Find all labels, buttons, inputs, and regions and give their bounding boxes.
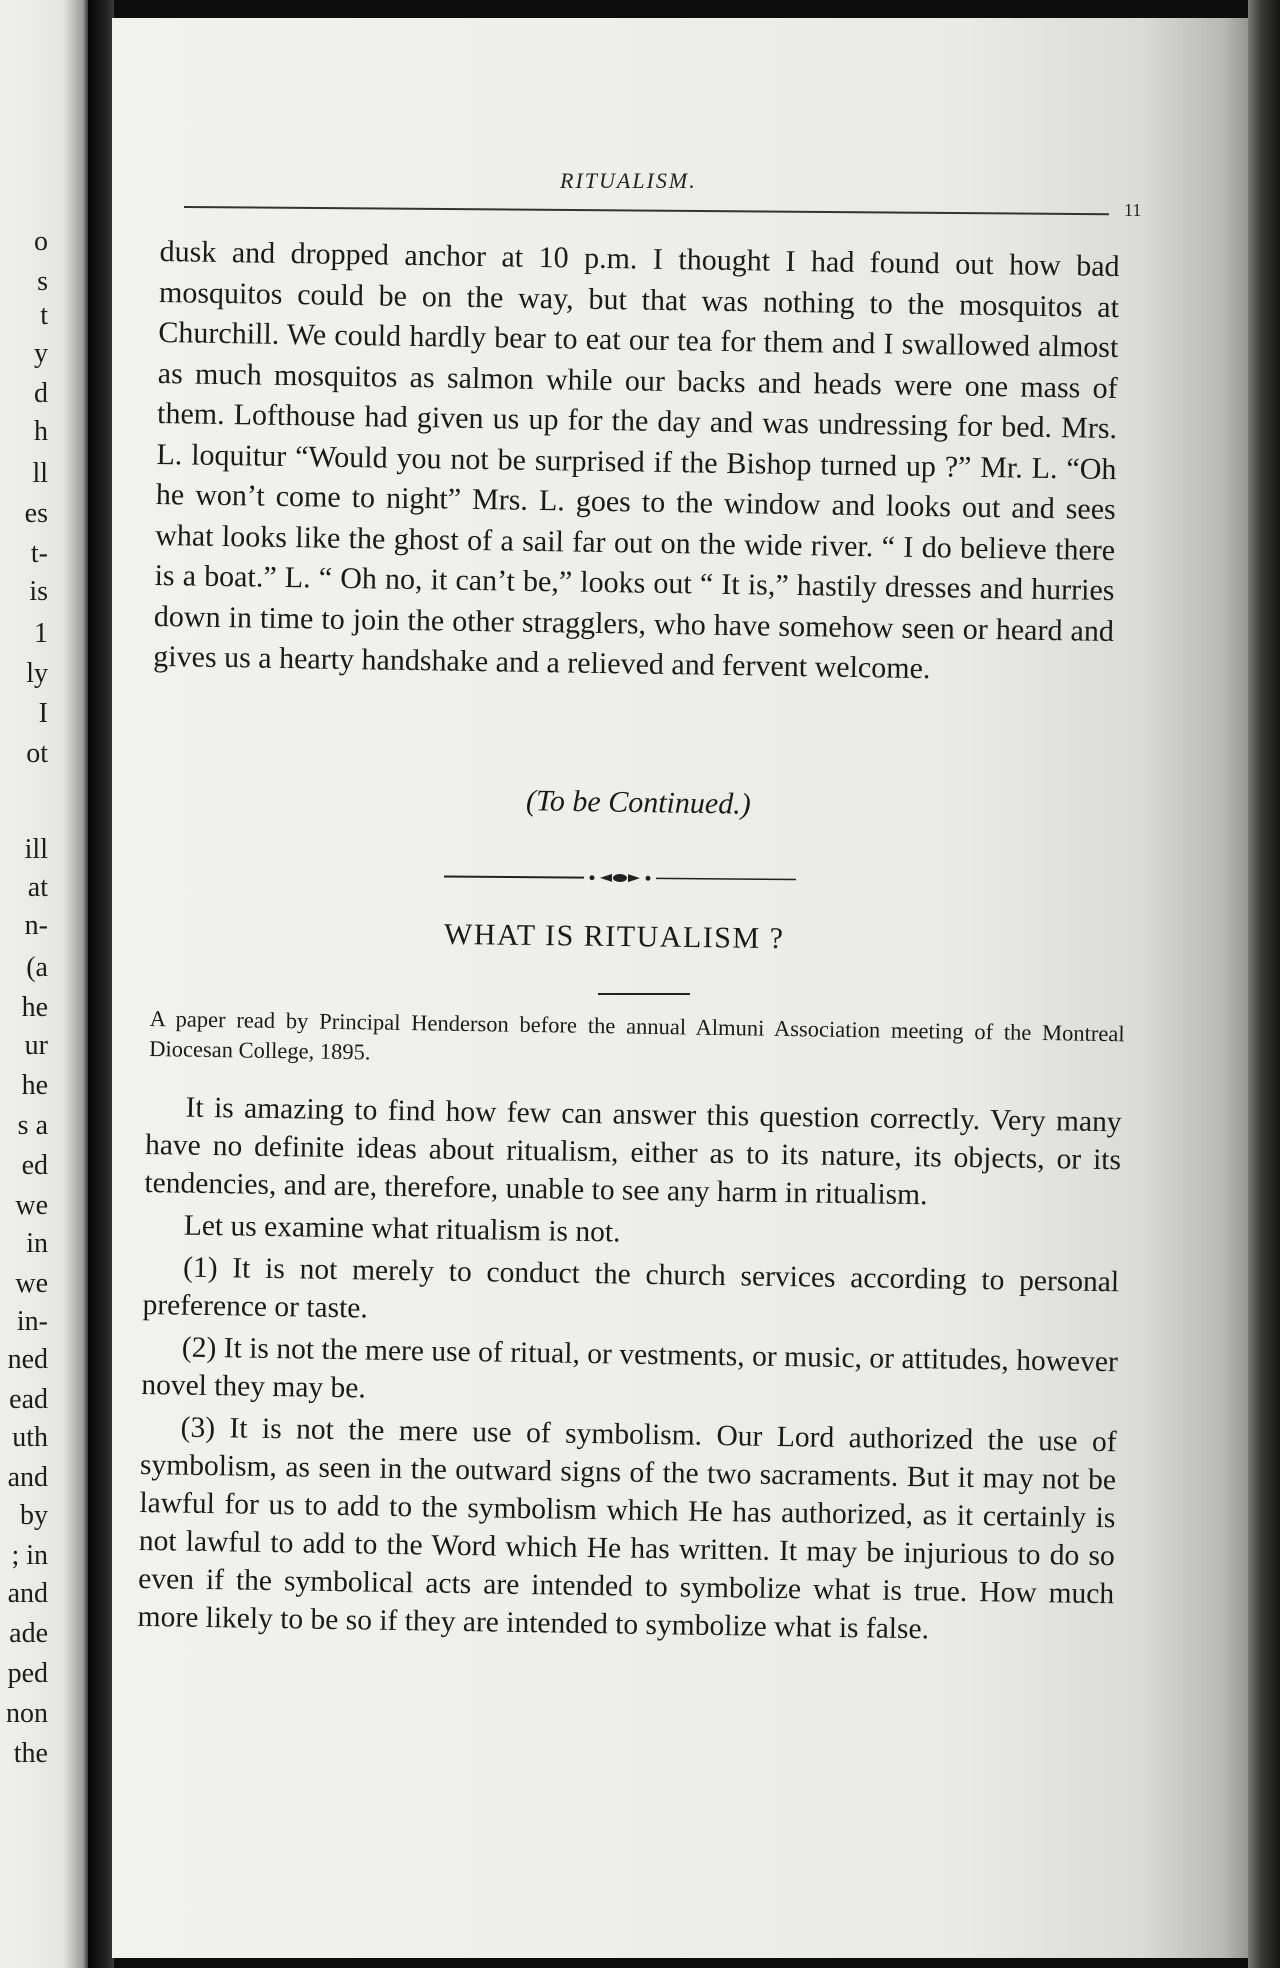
book-gutter	[88, 0, 114, 1968]
facing-page-text-fragment: t	[40, 300, 48, 331]
facing-page-text-fragment: ned	[7, 1344, 48, 1375]
facing-page-text-fragment: non	[6, 1698, 48, 1729]
facing-page-text-fragment: he	[21, 1070, 48, 1101]
facing-page-text-fragment: at	[27, 872, 48, 903]
story-paragraph: dusk and dropped anchor at 10 p.m. I thought I had found out how bad mosquitos could be on the way, but that was nothing to the mosquitos at Churchill. We could hardly bear to eat our tea for them and I swallowed almost as much mosquitos as salmon while our backs and heads were one mass of them. Lofthouse had given us up for the day and was undressing for bed. Mrs. L. loquitur “Would you not be surprised if the Bishop turned up ?” Mr. L. “Oh he won’t come to night” Mrs. L. goes to the window and looks out and sees what looks like the ghost of a sail far out on the wide river. “ I do believe there is a boat.” L. “ Oh no, it can’t be,” looks out “ It is,” hastily dresses and hurries down in time to join the other stragglers, who have somehow seen or heard and gives us a hearty handshake and a relieved and fervent welcome.	[153, 234, 1120, 686]
article-paragraph: (1) It is not merely to conduct the church services according to personal preference or taste.	[142, 1251, 1120, 1325]
facing-page-text-fragment: by	[20, 1500, 48, 1531]
facing-page-text-fragment: in-	[16, 1306, 48, 1337]
article-paragraph: Let us examine what ritualism is not.	[183, 1209, 621, 1249]
article-title: WHAT IS RITUALISM ?	[443, 917, 785, 956]
facing-page-text-fragment: is	[29, 576, 48, 607]
facing-page-text-fragment: ur	[24, 1030, 48, 1061]
article-body	[137, 1088, 1122, 1655]
section-divider-ornament	[444, 868, 796, 887]
facing-page-text-fragment: I	[38, 698, 48, 729]
continued-story-text	[153, 232, 1120, 693]
facing-page-edge	[0, 0, 90, 1968]
facing-page-text-fragment: uth	[12, 1422, 48, 1453]
article-paragraph: (3) It is not the mere use of symbolism. Our Lord authorized the use of symbolism, as seen in the outward signs of the two sacraments. But it may not be lawful for us to add to the symbolism which He has authorized, as it certainly is not lawful to add to the Word which He has written. It may be injurious to do so even if the symbolical acts are intended to symbolize what is true. How much more likely to be so if they are intended to symbolize what is false.	[137, 1411, 1117, 1646]
facing-page-text-fragment: the	[13, 1738, 48, 1769]
facing-page-text-fragment: o	[34, 226, 48, 257]
facing-page-text-fragment: 1	[34, 618, 48, 649]
facing-page-text-fragment: he	[21, 992, 48, 1023]
facing-page-text-fragment: h	[34, 416, 48, 447]
page-edge-shadow	[1248, 0, 1280, 1968]
title-rule	[598, 993, 690, 995]
facing-page-text-fragment: ill	[24, 834, 48, 865]
facing-page-text-fragment: ll	[32, 458, 48, 489]
page-number: 11	[1124, 200, 1142, 220]
facing-page-text-fragment: ; in	[11, 1540, 48, 1571]
facing-page-text-fragment: we	[15, 1190, 48, 1221]
facing-page-text-fragment: n-	[24, 910, 48, 941]
facing-page-text-fragment: ped	[7, 1658, 48, 1689]
article-paragraph: It is amazing to find how few can answer this question correctly. Very many have no definite ideas about ritualism, either as to its nature, its objects, or its tendencies, and are, therefore, unable to see any harm in ritualism.	[144, 1091, 1122, 1212]
facing-page-text-fragment: s a	[17, 1110, 48, 1141]
article-intro: A paper read by Principal Henderson before the annual Almuni Association meeting of the Montreal Diocesan College, 1895.	[149, 1005, 1125, 1065]
facing-page-text-fragment: ade	[9, 1618, 48, 1649]
facing-page-text-fragment: t-	[30, 538, 48, 569]
facing-page-text-fragment: we	[15, 1268, 48, 1299]
facing-page-text-fragment: and	[7, 1462, 48, 1493]
facing-page-text-fragment: ot	[26, 738, 48, 769]
facing-page-text-fragment: ead	[9, 1384, 48, 1415]
facing-page-text-fragment: and	[7, 1578, 48, 1609]
facing-page-text-fragment: d	[34, 378, 48, 409]
to-be-continued-note: (To be Continued.)	[525, 784, 751, 821]
article-paragraph: (2) It is not the mere use of ritual, or vestments, or music, or attitudes, however novel they may be.	[141, 1331, 1119, 1405]
facing-page-text-fragment: ed	[21, 1150, 48, 1181]
running-head: RITUALISM.	[560, 168, 697, 193]
facing-page-text-fragment: y	[34, 338, 48, 369]
facing-page-text-fragment: s	[37, 266, 48, 297]
facing-page-text-fragment: in	[26, 1228, 48, 1259]
facing-page-text-fragment: es	[24, 498, 48, 529]
facing-page-text-fragment: (a	[26, 952, 48, 983]
facing-page-text-fragment: ly	[26, 658, 48, 689]
